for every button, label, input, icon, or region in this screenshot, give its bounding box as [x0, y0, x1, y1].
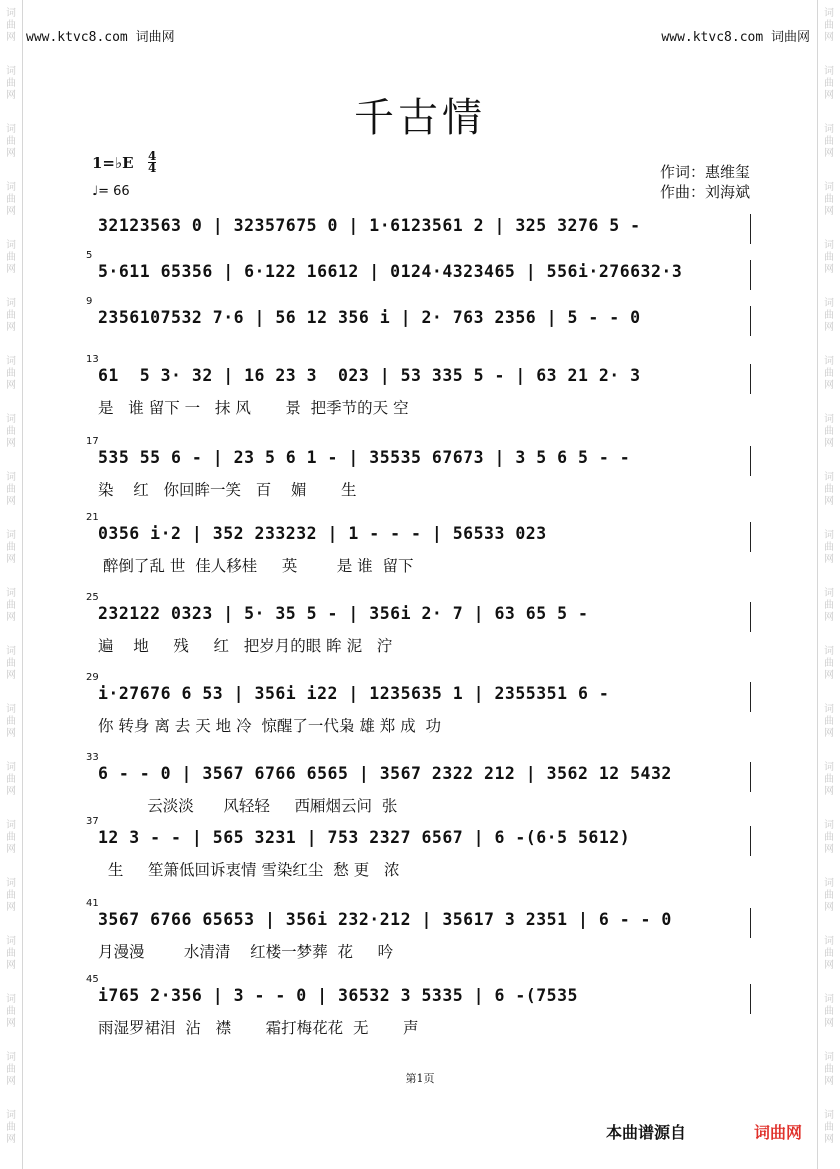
watermark-glyph: 网 [6, 1134, 16, 1145]
watermark-glyph: 词 [824, 240, 834, 251]
barline-end [750, 446, 751, 476]
measure-number: 37 [86, 816, 99, 827]
barline-end [750, 984, 751, 1014]
watermark-glyph: 词 [824, 704, 834, 715]
watermark-glyph: 曲 [824, 600, 834, 611]
watermark-glyph: 曲 [824, 252, 834, 263]
watermark-glyph: 网 [824, 90, 834, 101]
notation-line: 5·611 65356 | 6·122 16612 | 0124·4323465 | 556i·276632·3 [98, 262, 683, 281]
watermark-glyph: 网 [6, 206, 16, 217]
notation-line: 6 - - 0 | 3567 6766 6565 | 3567 2322 212 | 3562 12 5432 [98, 764, 672, 783]
lyric-line: 月漫漫 水清清 红楼一梦葬 花 吟 [98, 943, 394, 961]
watermark-glyph: 词 [6, 124, 16, 135]
watermark-glyph: 词 [824, 356, 834, 367]
notation-line: 232122 0323 | 5· 35 5 - | 356i 2· 7 | 63 65 5 - [98, 604, 589, 623]
barline-end [750, 826, 751, 856]
watermark-glyph: 曲 [6, 426, 16, 437]
watermark-glyph: 曲 [6, 832, 16, 843]
notation-line: i·27676 6 53 | 356i i22 | 1235635 1 | 2355351 6 - [98, 684, 610, 703]
watermark-glyph: 网 [824, 206, 834, 217]
header-site-left[interactable]: www.ktvc8.com 词曲网 [26, 30, 175, 45]
watermark-glyph: 曲 [824, 658, 834, 669]
watermark-glyph: 词 [6, 472, 16, 483]
measure-number: 5 [86, 250, 93, 261]
lyric-line: 是 谁 留下 一 抹 风 景 把季节的天 空 [98, 399, 409, 417]
measure-number: 45 [86, 974, 99, 985]
barline-end [750, 260, 751, 290]
barline-end [750, 908, 751, 938]
watermark-glyph: 曲 [824, 890, 834, 901]
watermark-glyph: 网 [824, 612, 834, 623]
watermark-glyph: 词 [824, 182, 834, 193]
watermark-glyph: 网 [824, 148, 834, 159]
watermark-glyph: 网 [824, 1018, 834, 1029]
watermark-glyph: 词 [824, 1110, 834, 1121]
lyric-line: 染 红 你回眸一笑 百 媚 生 [98, 481, 357, 499]
watermark-glyph: 网 [824, 380, 834, 391]
lyric-line: 雨湿罗裙泪 沾 襟 霜打梅花花 无 声 [98, 1019, 419, 1037]
page-number: 第1页 [405, 1072, 435, 1085]
watermark-glyph: 曲 [824, 426, 834, 437]
watermark-glyph: 词 [6, 414, 16, 425]
watermark-glyph: 网 [824, 264, 834, 275]
watermark-glyph: 词 [6, 356, 16, 367]
notation-line: 32123563 0 | 32357675 0 | 1·6123561 2 | 325 3276 5 - [98, 216, 641, 235]
watermark-glyph: 曲 [6, 484, 16, 495]
watermark-glyph: 网 [6, 612, 16, 623]
watermark-glyph: 曲 [824, 1064, 834, 1075]
watermark-glyph: 词 [6, 240, 16, 251]
notation-line: 2356107532 7·6 | 56 12 356 i | 2· 763 2356 | 5 - - 0 [98, 308, 641, 327]
page-title: 千古情 [354, 95, 486, 141]
watermark-glyph: 曲 [6, 716, 16, 727]
watermark-glyph: 曲 [824, 542, 834, 553]
watermark-glyph: 网 [6, 728, 16, 739]
watermark-glyph: 曲 [824, 1006, 834, 1017]
lyric-line: 遍 地 残 红 把岁月的眼 眸 泥 泞 [98, 637, 393, 655]
watermark-glyph: 词 [6, 1052, 16, 1063]
lyric-line: 云淡淡 风轻轻 西厢烟云问 张 [98, 797, 398, 815]
watermark-glyph: 曲 [824, 194, 834, 205]
watermark-glyph: 网 [6, 1076, 16, 1087]
source-label: 本曲谱源自 [606, 1123, 687, 1142]
watermark-glyph: 词 [6, 646, 16, 657]
watermark-glyph: 网 [6, 322, 16, 333]
watermark-glyph: 词 [6, 182, 16, 193]
watermark-glyph: 曲 [824, 716, 834, 727]
watermark-glyph: 词 [824, 530, 834, 541]
watermark-glyph: 曲 [824, 368, 834, 379]
watermark-glyph: 曲 [824, 136, 834, 147]
watermark-glyph: 词 [824, 8, 834, 19]
lyricist-credit: 作词：惠维玺 [660, 163, 751, 181]
watermark-glyph: 网 [6, 496, 16, 507]
watermark-glyph: 曲 [824, 948, 834, 959]
watermark-glyph: 词 [824, 66, 834, 77]
watermark-glyph: 网 [824, 786, 834, 797]
watermark-glyph: 曲 [824, 484, 834, 495]
watermark-glyph: 曲 [6, 542, 16, 553]
watermark-glyph: 网 [6, 148, 16, 159]
watermark-glyph: 曲 [6, 774, 16, 785]
watermark-glyph: 词 [6, 66, 16, 77]
tempo-marking: ♩= 66 [92, 184, 130, 199]
watermark-glyph: 网 [6, 90, 16, 101]
watermark-glyph: 词 [824, 820, 834, 831]
time-signature [148, 151, 156, 174]
watermark-glyph: 曲 [6, 310, 16, 321]
time-sig-bottom: 4 [148, 161, 157, 175]
watermark-glyph: 曲 [6, 194, 16, 205]
watermark-glyph: 词 [824, 124, 834, 135]
barline-end [750, 214, 751, 244]
watermark-glyph: 网 [824, 554, 834, 565]
watermark-glyph: 词 [6, 936, 16, 947]
watermark-glyph: 网 [6, 902, 16, 913]
watermark-glyph: 词 [6, 820, 16, 831]
watermark-glyph: 网 [6, 554, 16, 565]
measure-number: 13 [86, 354, 99, 365]
watermark-glyph: 曲 [6, 1064, 16, 1075]
barline-end [750, 762, 751, 792]
time-sig-top: 4 [148, 149, 157, 163]
watermark-glyph: 曲 [824, 310, 834, 321]
watermark-glyph: 词 [824, 472, 834, 483]
watermark-glyph: 词 [824, 298, 834, 309]
watermark-glyph: 网 [824, 1076, 834, 1087]
watermark-glyph: 网 [824, 1134, 834, 1145]
watermark-glyph: 网 [824, 322, 834, 333]
header-site-right[interactable]: www.ktvc8.com 词曲网 [661, 30, 810, 45]
watermark-glyph: 曲 [6, 1006, 16, 1017]
measure-number: 17 [86, 436, 99, 447]
watermark-glyph: 词 [6, 8, 16, 19]
watermark-glyph: 网 [824, 728, 834, 739]
watermark-glyph: 网 [824, 438, 834, 449]
watermark-glyph: 网 [6, 960, 16, 971]
watermark-glyph: 曲 [6, 20, 16, 31]
watermark-glyph: 网 [6, 438, 16, 449]
watermark-glyph: 曲 [6, 890, 16, 901]
watermark-glyph: 网 [6, 1018, 16, 1029]
watermark-glyph: 曲 [824, 78, 834, 89]
watermark-glyph: 曲 [824, 832, 834, 843]
barline-end [750, 364, 751, 394]
key-signature: 1=♭E [92, 154, 134, 172]
notation-line: 535 55 6 - | 23 5 6 1 - | 35535 67673 | 3 5 6 5 - - [98, 448, 631, 467]
watermark-glyph: 词 [6, 588, 16, 599]
source-logo[interactable]: 词曲网 [754, 1123, 803, 1142]
watermark-glyph: 词 [824, 646, 834, 657]
watermark-glyph: 网 [6, 786, 16, 797]
barline-end [750, 682, 751, 712]
watermark-glyph: 词 [6, 762, 16, 773]
watermark-glyph: 曲 [6, 948, 16, 959]
notation-line: 12 3 - - | 565 3231 | 753 2327 6567 | 6 -(6·5 5612) [98, 828, 631, 847]
notation-line: 61 5 3· 32 | 16 23 3 023 | 53 335 5 - | 63 21 2· 3 [98, 366, 641, 385]
watermark-glyph: 词 [824, 762, 834, 773]
notation-line: 3567 6766 65653 | 356i 232·212 | 35617 3 2351 | 6 - - 0 [98, 910, 672, 929]
watermark-glyph: 词 [6, 530, 16, 541]
watermark-glyph: 网 [824, 32, 834, 43]
watermark-glyph: 词 [6, 298, 16, 309]
watermark-glyph: 词 [824, 936, 834, 947]
barline-end [750, 602, 751, 632]
watermark-glyph: 词 [6, 704, 16, 715]
watermark-glyph: 词 [824, 414, 834, 425]
measure-number: 9 [86, 296, 93, 307]
barline-end [750, 522, 751, 552]
measure-number: 21 [86, 512, 99, 523]
notation-line: 0356 i·2 | 352 233232 | 1 - - - | 56533 023 [98, 524, 547, 543]
notation-line: i765 2·356 | 3 - - 0 | 36532 3 5335 | 6 -(7535 [98, 986, 578, 1005]
watermark-glyph: 曲 [6, 658, 16, 669]
watermark-glyph: 曲 [6, 252, 16, 263]
composer-credit: 作曲：刘海斌 [660, 183, 751, 201]
measure-number: 33 [86, 752, 99, 763]
watermark-glyph: 网 [824, 496, 834, 507]
watermark-glyph: 词 [6, 994, 16, 1005]
lyric-line: 你 转身 离 去 天 地 冷 惊醒了一代枭 雄 郑 成 功 [98, 717, 442, 735]
watermark-glyph: 网 [824, 844, 834, 855]
watermark-glyph: 曲 [824, 774, 834, 785]
watermark-glyph: 网 [6, 32, 16, 43]
watermark-glyph: 曲 [6, 368, 16, 379]
watermark-glyph: 曲 [824, 1122, 834, 1133]
barline-end [750, 306, 751, 336]
watermark-glyph: 曲 [6, 1122, 16, 1133]
watermark-glyph: 网 [6, 844, 16, 855]
measure-number: 25 [86, 592, 99, 603]
lyric-line: 生 笙箫低回诉衷情 雪染红尘 愁 更 浓 [98, 861, 400, 879]
watermark-glyph: 网 [6, 380, 16, 391]
watermark-glyph: 词 [824, 994, 834, 1005]
measure-number: 29 [86, 672, 99, 683]
watermark-glyph: 网 [6, 264, 16, 275]
measure-number: 41 [86, 898, 99, 909]
watermark-glyph: 网 [824, 902, 834, 913]
lyric-line: 醉倒了乱 世 佳人移桂 英 是 谁 留下 [98, 557, 414, 575]
watermark-glyph: 词 [6, 1110, 16, 1121]
watermark-glyph: 网 [824, 670, 834, 681]
watermark-glyph: 曲 [824, 20, 834, 31]
watermark-glyph: 曲 [6, 600, 16, 611]
watermark-glyph: 词 [824, 588, 834, 599]
watermark-glyph: 曲 [6, 78, 16, 89]
watermark-glyph: 曲 [6, 136, 16, 147]
watermark-glyph: 词 [824, 878, 834, 889]
watermark-glyph: 网 [824, 960, 834, 971]
watermark-glyph: 词 [6, 878, 16, 889]
watermark-glyph: 网 [6, 670, 16, 681]
watermark-glyph: 词 [824, 1052, 834, 1063]
